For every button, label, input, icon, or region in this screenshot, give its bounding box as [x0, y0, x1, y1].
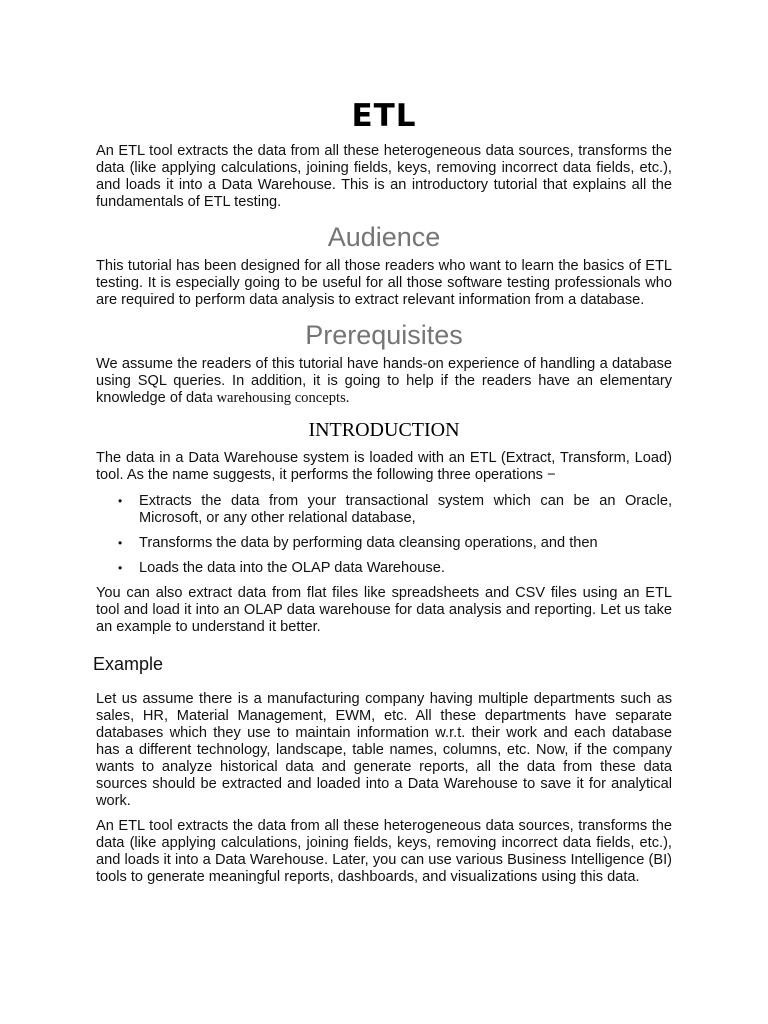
- prerequisites-text: We assume the readers of this tutorial have hands-on experience of handling a database using SQL queries. In addition, it is going to help if the readers have an elementary knowledge of dat: [96, 356, 672, 406]
- page-title: ETL: [351, 98, 417, 134]
- audience-paragraph: This tutorial has been designed for all those readers who want to learn the basics of ETL testing. It is especially going to be useful for all those software testing professionals who are required to perform data analysis to extract relevant information from a database.: [96, 258, 672, 308]
- prerequisites-text-tail: a warehousing concepts.: [206, 390, 350, 406]
- example-heading: Example: [93, 654, 164, 674]
- operations-list: [96, 493, 672, 577]
- document-page: [93, 92, 672, 886]
- list-item-text: Transforms the data by performing data cleansing operations, and then: [139, 535, 598, 551]
- list-item-text: Extracts the data from your transactional system which can be an Oracle, Microsoft, or any other relational database,: [139, 493, 672, 526]
- list-item: [96, 560, 672, 577]
- bullet-icon: •: [118, 561, 123, 575]
- prerequisites-paragraph: [96, 356, 672, 407]
- prerequisites-heading: Prerequisites: [305, 320, 463, 350]
- introduction-closing-paragraph: You can also extract data from flat files like spreadsheets and CSV files using an ETL tool and load it into an OLAP data warehouse for data analysis and reporting. Let us take an example to understand it better.: [96, 585, 672, 635]
- list-item-text: Loads the data into the OLAP data Warehouse.: [139, 560, 445, 576]
- introduction-heading: INTRODUCTION: [308, 419, 460, 441]
- list-item: [96, 493, 672, 527]
- introduction-paragraph: The data in a Data Warehouse system is loaded with an ETL (Extract, Transform, Load) tool. As the name suggests, it performs the following three operations −: [96, 450, 672, 483]
- audience-heading: Audience: [327, 222, 441, 252]
- intro-paragraph: An ETL tool extracts the data from all these heterogeneous data sources, transforms the data (like applying calculations, joining fields, keys, removing incorrect data fields, etc.), and loads it into a Data Warehouse. This is an introductory tutorial that explains all the fundamentals of ETL testing.: [96, 143, 672, 210]
- list-item: [96, 535, 672, 552]
- bullet-icon: •: [118, 536, 123, 550]
- example-paragraph-2: An ETL tool extracts the data from all these heterogeneous data sources, transforms the data (like applying calculations, joining fields, keys, removing incorrect data fields, etc.), and loads it into a Data Warehouse. Later, you can use various Business Intelligence (BI) tools to generate meaningful reports, dashboards, and visualizations using this data.: [96, 818, 672, 885]
- example-paragraph-1: Let us assume there is a manufacturing company having multiple departments such as sales, HR, Material Management, EWM, etc. All these departments have separate databases which they use to maintain information w.r.t. their work and each database has a different technology, landscape, table names, columns, etc. Now, if the company wants to analyze historical data and generate reports, all the data from these data sources should be extracted and loaded into a Data Warehouse to save it for analytical work.: [96, 691, 672, 809]
- bullet-icon: •: [118, 494, 123, 508]
